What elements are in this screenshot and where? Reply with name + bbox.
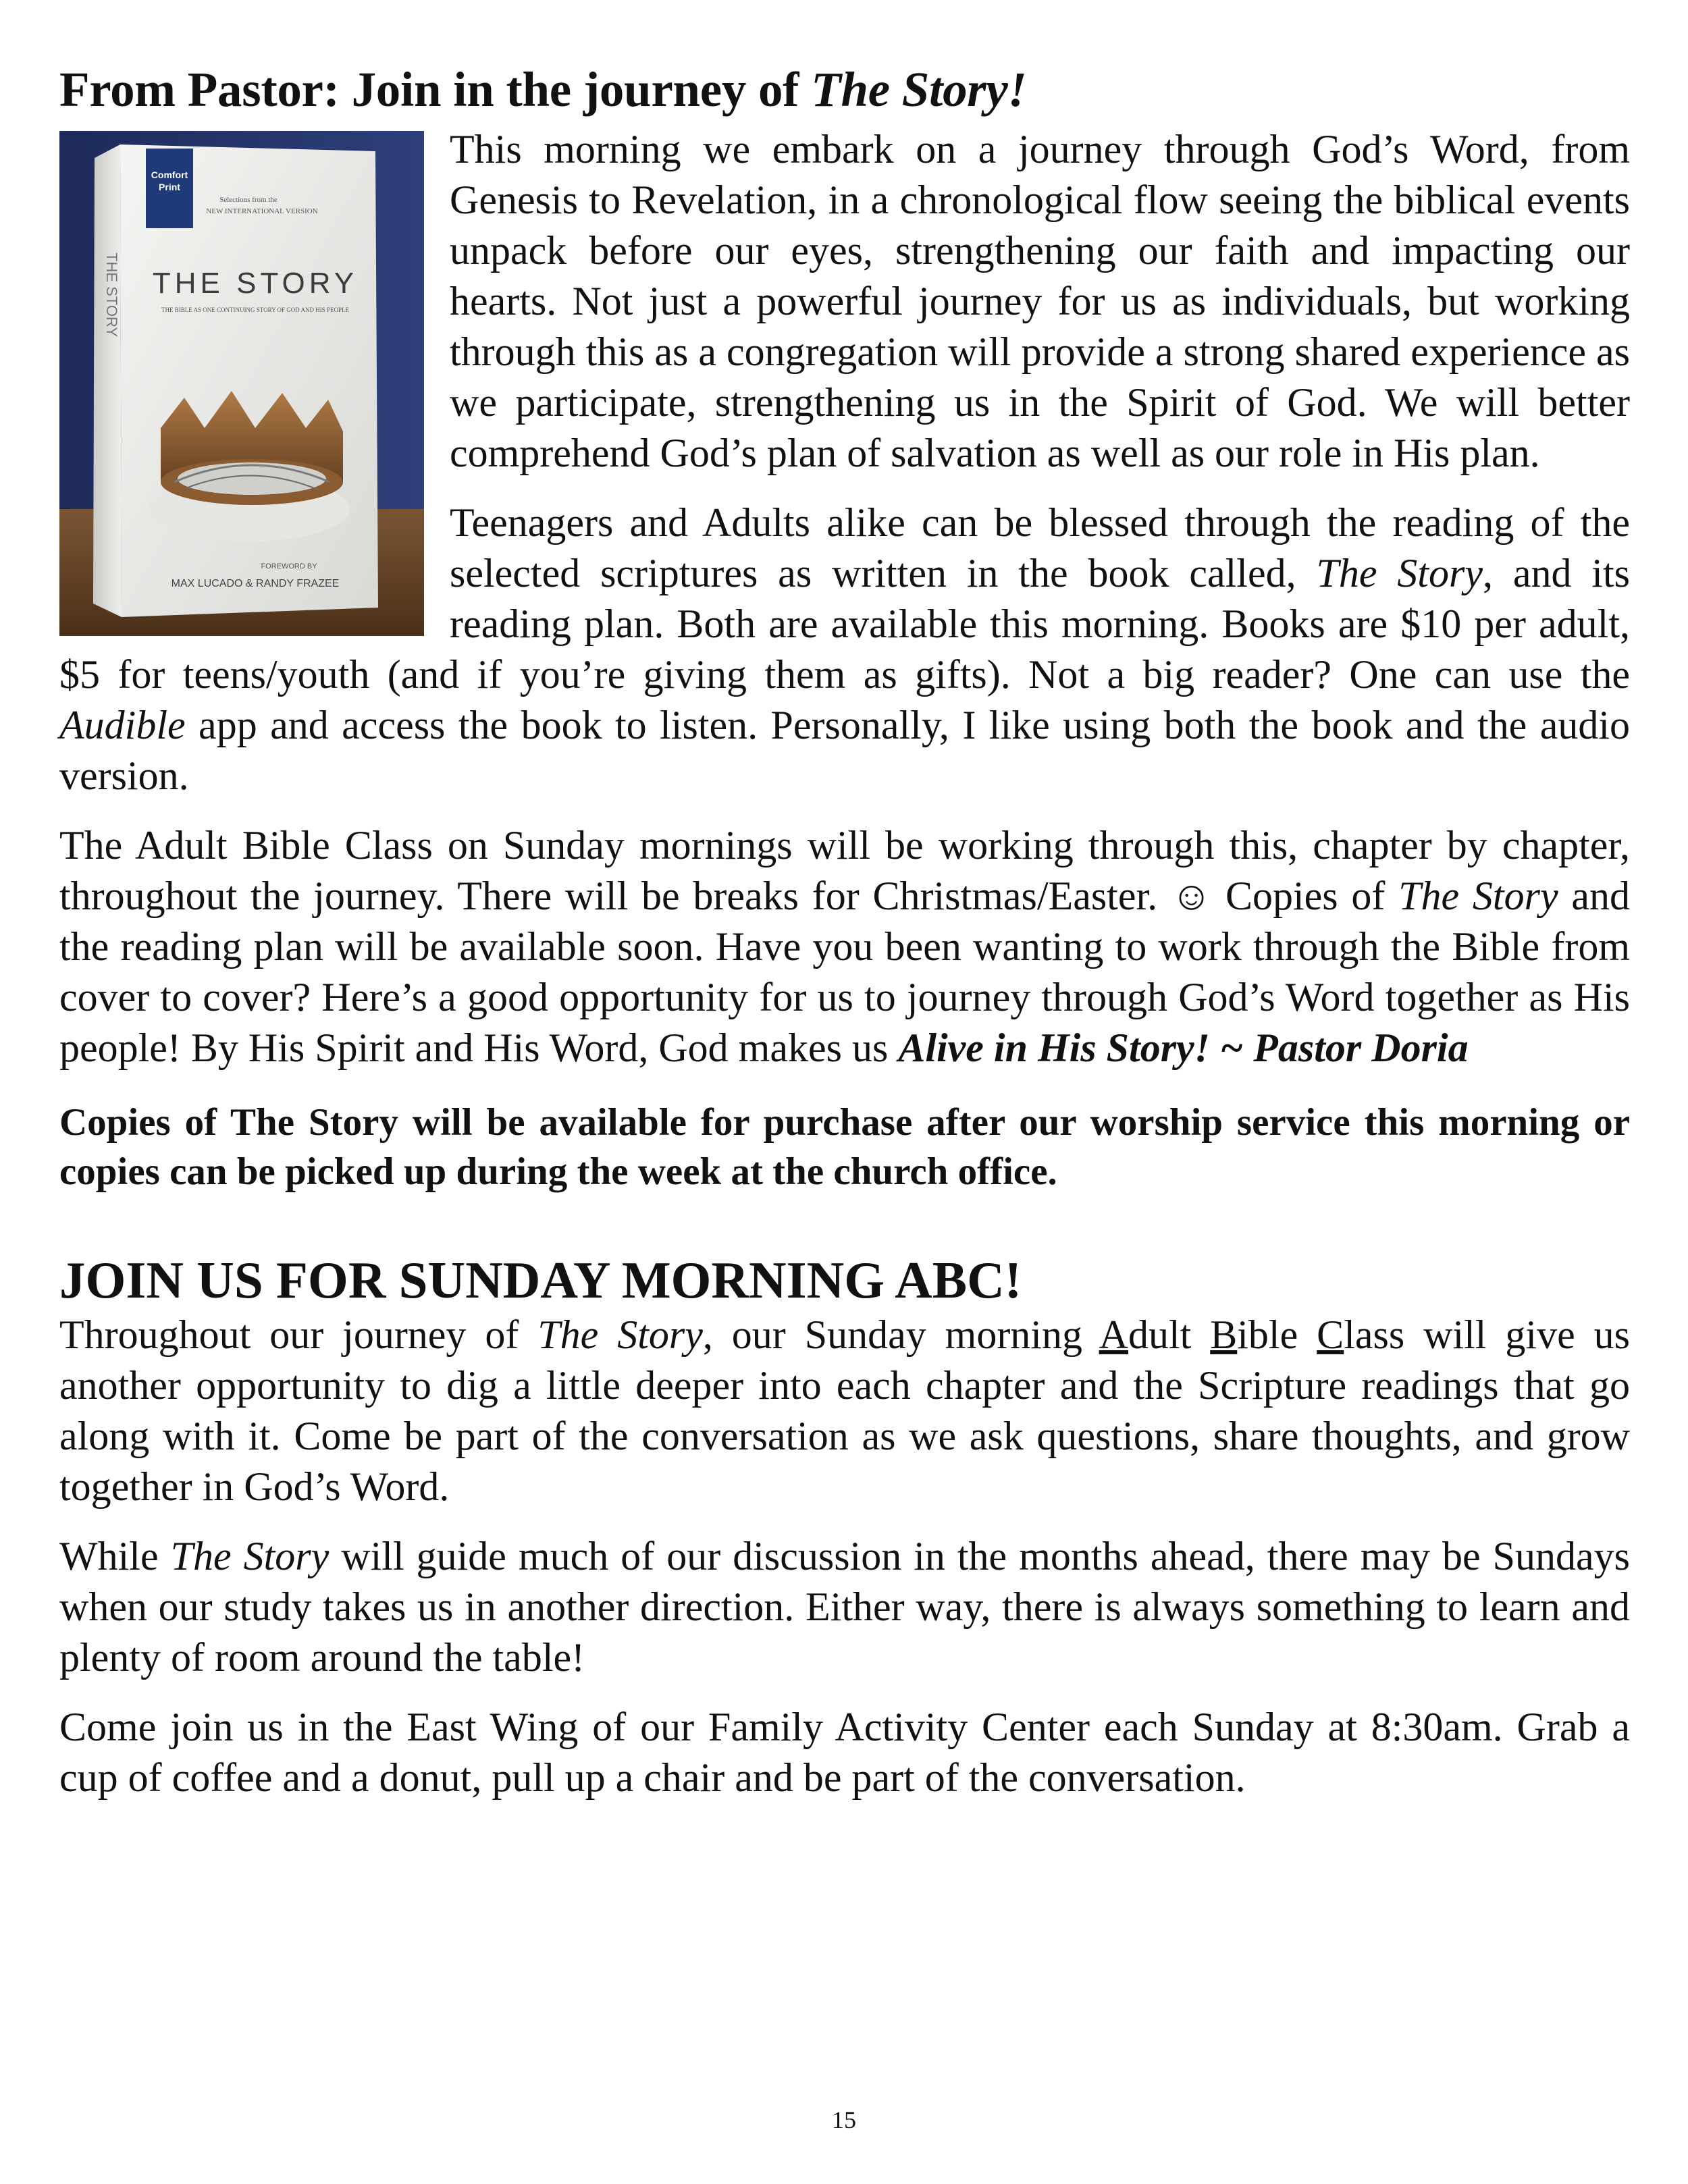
newsletter-page <box>59 61 1630 1803</box>
svg-text:THE STORY: THE STORY <box>103 252 120 338</box>
italic-app-name: Audible <box>59 703 186 747</box>
text: ible <box>1237 1312 1317 1357</box>
svg-text:Selections from the: Selections from the <box>219 196 278 204</box>
italic-book-title: The Story <box>537 1312 703 1357</box>
pastor-paragraph-1: This morning we embark on a journey through God’s Word, from Genesis to Revelation, in a chronological flow seeing the biblical events unpack before our eyes, strengthening our faith and impacting our hearts. Not just a powerful journey for us as individuals, but working through this as a congregation will provide a strong shared experience as we participate, strengthening us in the Spirit of God. We will better comprehend God’s plan of salvation as well as our role in His plan. <box>450 127 1630 475</box>
abc-paragraph-1 <box>59 1310 1630 1512</box>
svg-text:NEW INTERNATIONAL VERSION: NEW INTERNATIONAL VERSION <box>206 207 318 215</box>
text: lass will give us another opportunity to dig a little deeper into each chapter and the Scripture readings that go along with it. Come be part of the conversation as we ask questions, share thoughts, and grow together in God’s Word. <box>59 1312 1630 1509</box>
svg-text:Comfort: Comfort <box>151 169 188 180</box>
title-italic: The Story! <box>811 62 1027 117</box>
text: Teenagers and Adults alike can be blessed through the reading of the selected scriptures as written in the book called, <box>450 500 1630 595</box>
article-title-abc: JOIN US FOR SUNDAY MORNING ABC! <box>59 1251 1022 1309</box>
text: will guide much of our discussion in the months ahead, there may be Sundays when our study takes us in another direction. Either way, there is always something to learn and plenty of room around the table! <box>59 1534 1630 1680</box>
title-text: From Pastor: Join in the journey of <box>59 62 812 117</box>
text: The Adult Bible Class on Sunday mornings will be working through this, chapter by chapter, throughout the journey. There will be breaks for Christmas/Easter. ☺ Copies of <box>59 823 1630 918</box>
underlined-letter: A <box>1099 1312 1128 1357</box>
abc-paragraph-3: Come join us in the East Wing of our Family Activity Center each Sunday at 8:30am. Grab a cup of coffee and a donut, pull up a chair and be part of the conversation. <box>59 1705 1630 1800</box>
purchase-note: Copies of The Story will be available for purchase after our worship service this morning or copies can be picked up during the week at the church office. <box>59 1101 1630 1193</box>
svg-text:FOREWORD BY: FOREWORD BY <box>261 562 317 570</box>
text: app and access the book to listen. Personally, I like using both the book and the audio version. <box>59 703 1630 798</box>
text: While <box>59 1534 171 1578</box>
text: and the reading plan will be available soon. Have you been wanting to work through the Bible from cover to cover? Here’s a good opportunity for us to journey through God’s Word together as His people! By His Spirit and His Word, God makes us <box>59 874 1630 1070</box>
svg-text:THE BIBLE AS ONE CONTINUING ST: THE BIBLE AS ONE CONTINUING STORY OF GOD AND HIS PEOPLE <box>161 307 350 313</box>
the-story-book-photo <box>59 131 424 636</box>
underlined-letter: B <box>1210 1312 1238 1357</box>
pastor-article <box>59 124 1630 801</box>
text: , our Sunday morning <box>702 1312 1099 1357</box>
text: , and its reading plan. Both are available this morning. Books are $10 per adult, $5 for teens/youth (and if you’re giving them as gifts). Not a big reader? One can use the <box>59 551 1630 697</box>
underlined-letter: C <box>1317 1312 1344 1357</box>
italic-book-title: The Story <box>1316 551 1483 595</box>
svg-text:MAX LUCADO & RANDY FRAZEE: MAX LUCADO & RANDY FRAZEE <box>171 578 340 589</box>
article-title-pastor <box>59 61 1630 119</box>
pastor-paragraph-3 <box>59 820 1630 1073</box>
book-illustration <box>59 131 424 636</box>
svg-text:Print: Print <box>159 182 180 192</box>
italic-book-title: The Story <box>170 1534 329 1578</box>
text: Throughout our journey of <box>59 1312 538 1357</box>
signature: Alive in His Story! ~ Pastor Doria <box>898 1026 1469 1070</box>
svg-text:THE STORY: THE STORY <box>152 267 359 300</box>
page-number: 15 <box>832 2106 856 2133</box>
abc-paragraph-2 <box>59 1531 1630 1683</box>
text: dult <box>1128 1312 1211 1357</box>
italic-book-title: The Story <box>1398 874 1558 918</box>
